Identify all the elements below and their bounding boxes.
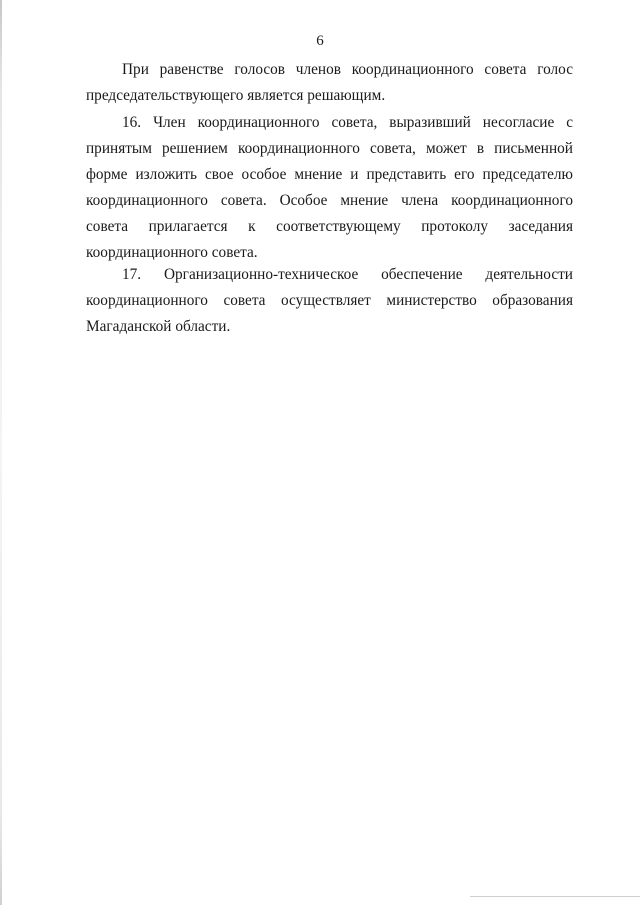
paragraph-17-organizational-support [86, 262, 573, 340]
paragraph-text: 17. Организационно-техническое обеспечение деятельности координационного совета осуществляет министерство образования Магаданской области. [86, 266, 573, 335]
page-number: 6 [316, 33, 324, 49]
scan-edge-bottom [470, 896, 640, 897]
paragraph-text: При равенстве голосов членов координационного совета голос председательствующего является решающим. [86, 61, 573, 104]
paragraph-text: 16. Член координационного совета, выразивший несогласие с принятым решением координационного совета, может в письменной форме изложить свое особое мнение и представить его председателю координационного совета. Особое мнение члена координационного совета прилагается к соответствующему протоколу заседания координационного совета. [86, 114, 573, 261]
paragraph-16-dissenting-opinion [86, 110, 573, 266]
scan-edge [0, 0, 2, 905]
paragraph-voting-rule [86, 57, 573, 109]
